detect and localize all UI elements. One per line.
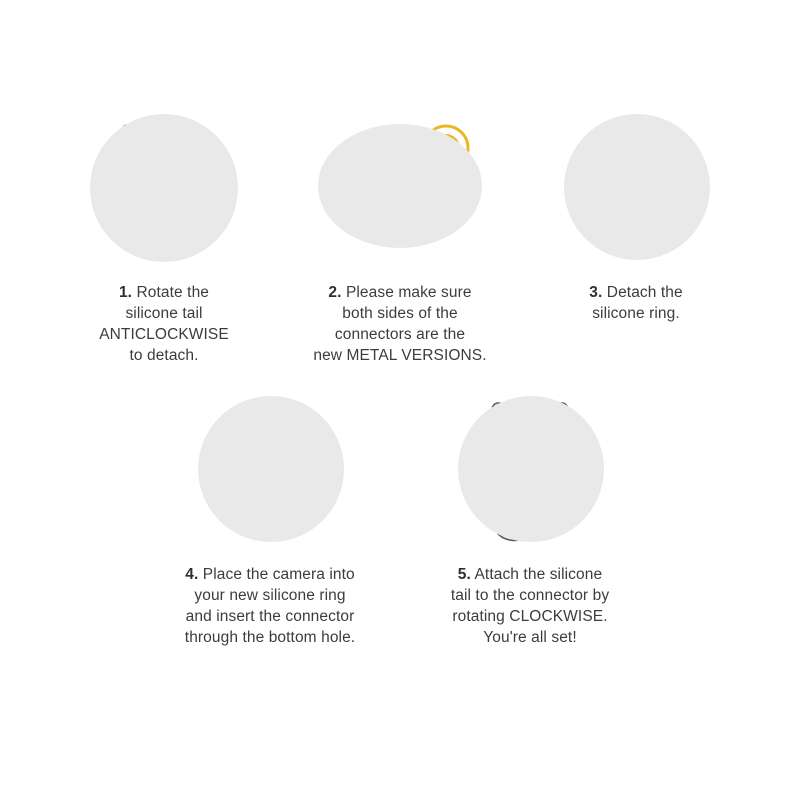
step-3-line-1: 3. Detach the [589,284,683,301]
step-4-line-1: 4. Place the camera into [185,566,355,583]
step-4 [150,390,390,648]
step-1-illustration [74,108,254,268]
step-1-caption [99,282,229,366]
step-1-text [99,282,229,366]
step-3-blob [564,114,710,260]
step-5-illustration [440,390,620,550]
step-5-caption [451,564,609,648]
step-5-line-4: You're all set! [483,629,577,646]
step-4-line-4: through the bottom hole. [184,629,356,646]
step-3-illustration [546,108,726,268]
step-1-line-1: 1. Rotate the [118,284,210,301]
step-2-line-2: both sides of the [342,305,458,322]
step-3-line-2: silicone ring. [592,305,680,322]
step-5 [410,390,650,648]
steps-row-top [0,0,800,366]
step-5-line-2: tail to the connector by [450,587,610,604]
step-5-line-3: rotating CLOCKWISE. [452,608,608,625]
step-5-blob [458,396,604,542]
step-1-line-2: silicone tail [125,305,203,322]
step-2-line-3: connectors are the [334,326,466,343]
step-5-line-1: 5. Attach the silicone [457,566,603,583]
step-2-line-4: new METAL VERSIONS. [313,347,487,364]
step-4-illustration [180,390,360,550]
steps-row-bottom [0,366,800,648]
step-4-caption [185,564,355,648]
step-1-line-3: ANTICLOCKWISE [99,326,229,343]
step-2-caption [313,282,486,366]
step-3 [528,108,744,324]
step-1-line-4: to detach. [129,347,199,364]
step-2 [292,108,508,366]
step-2-line-1: 2. Please make sure [328,284,472,301]
step-4-line-3: and insert the connector [185,608,355,625]
step-4-blob [198,396,344,542]
step-3-caption [589,282,683,324]
step-2-illustration [310,108,490,268]
step-2-blob [318,124,482,248]
step-1-blob [90,114,238,262]
step-1 [56,108,272,366]
step-4-line-2: your new silicone ring [194,587,346,604]
